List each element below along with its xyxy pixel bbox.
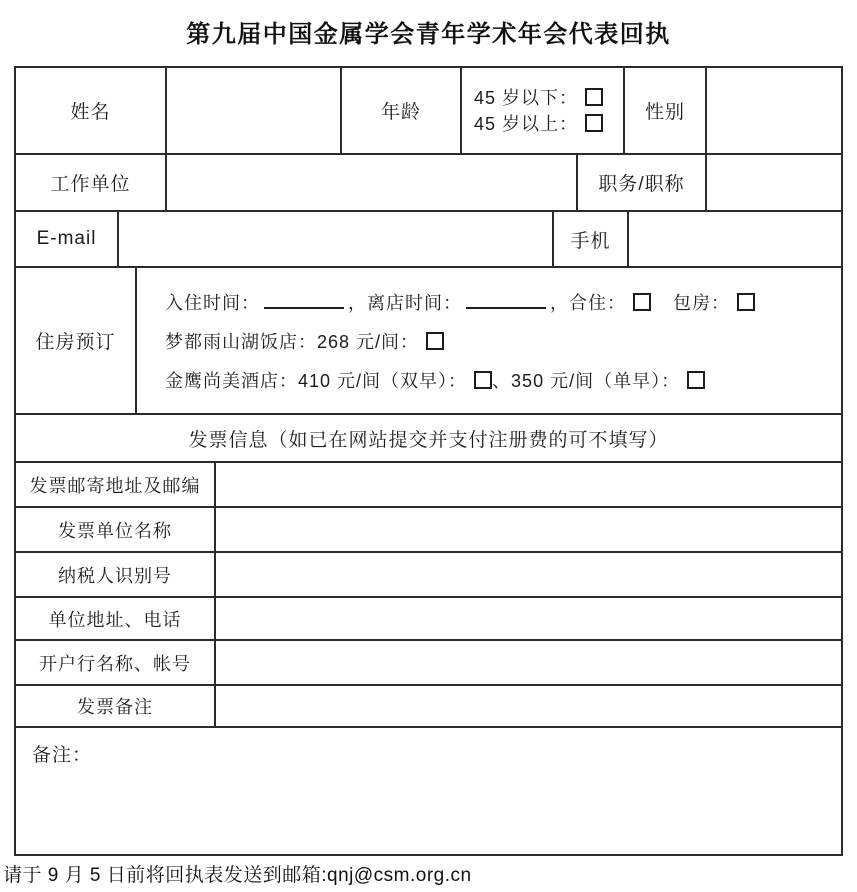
age-over-45-option (474, 111, 603, 137)
hotel2-option1-label: 金鹰尚美酒店：410 元/间（双早）： (165, 370, 468, 391)
hotel1-checkbox[interactable] (426, 332, 444, 350)
remarks-label: 备注： (32, 745, 93, 766)
housing-label: 住房预订 (35, 332, 116, 353)
invoice-mailing-address-label: 发票邮寄地址及邮编 (29, 475, 201, 496)
hotel2-single-breakfast-checkbox[interactable] (687, 371, 705, 389)
bank-account-label-cell (16, 641, 216, 684)
taxpayer-id-label: 纳税人识别号 (58, 565, 172, 586)
footer-note: 请于 9 月 5 日前将回执表发送到邮箱:qnj@csm.org.cn (3, 865, 472, 886)
private-room-checkbox[interactable] (737, 293, 755, 311)
invoice-header-cell (16, 415, 841, 461)
age-label: 年龄 (380, 102, 421, 123)
row-invoice-unit-name (16, 508, 841, 553)
checkout-label: ，离店时间： (348, 292, 462, 313)
age-under-45-checkbox[interactable] (585, 88, 603, 106)
age-over-45-label: 45 岁以上： (474, 113, 579, 134)
invoice-remarks-label: 发票备注 (77, 697, 153, 717)
row-identity (16, 68, 841, 155)
taxpayer-id-label-cell (16, 553, 216, 596)
row-taxpayer-id (16, 553, 841, 598)
age-options-cell (462, 68, 625, 153)
checkin-date-field[interactable] (264, 293, 344, 309)
share-room-checkbox[interactable] (633, 293, 651, 311)
invoice-mailing-address-field[interactable] (216, 463, 841, 506)
age-label-cell (342, 68, 462, 153)
unit-address-phone-field[interactable] (216, 598, 841, 639)
email-label-cell (16, 212, 119, 266)
row-work-unit (16, 155, 841, 212)
work-unit-field[interactable] (167, 155, 578, 210)
page-title: 第九届中国金属学会青年学术年会代表回执 (186, 21, 671, 48)
invoice-remarks-field[interactable] (216, 686, 841, 726)
position-title-field[interactable] (707, 155, 841, 210)
invoice-unit-name-label: 发票单位名称 (58, 520, 172, 541)
housing-dates-line (165, 289, 755, 315)
invoice-unit-name-field[interactable] (216, 508, 841, 551)
row-invoice-remarks (16, 686, 841, 728)
hotel2-double-breakfast-checkbox[interactable] (474, 371, 492, 389)
email-label: E-mail (36, 228, 97, 249)
hotel2-line (165, 367, 705, 393)
hotel1-line (165, 328, 444, 354)
checkin-label: 入住时间： (165, 292, 260, 313)
gender-label: 性别 (644, 102, 685, 123)
taxpayer-id-field[interactable] (216, 553, 841, 596)
position-title-label-cell (578, 155, 707, 210)
invoice-header-text: 发票信息（如已在网站提交并支付注册费的可不填写） (188, 429, 669, 451)
mobile-label: 手机 (570, 230, 611, 252)
hotel2-option2-label: 、350 元/间（单早）： (492, 370, 681, 391)
name-field[interactable] (167, 68, 342, 153)
private-room-label: 包房： (673, 292, 730, 313)
row-contact (16, 212, 841, 268)
share-room-label: ，合住： (550, 292, 626, 313)
row-remarks (16, 728, 841, 854)
row-unit-address-phone (16, 598, 841, 641)
work-unit-label-cell (16, 155, 167, 210)
age-under-45-option (474, 85, 603, 111)
row-bank-account (16, 641, 841, 686)
bank-account-field[interactable] (216, 641, 841, 684)
invoice-unit-name-label-cell (16, 508, 216, 551)
name-label-cell (16, 68, 167, 153)
work-unit-label: 工作单位 (50, 174, 131, 195)
invoice-mailing-address-label-cell (16, 463, 216, 506)
age-under-45-label: 45 岁以下： (474, 87, 579, 108)
row-invoice-header (16, 415, 841, 463)
email-field[interactable] (119, 212, 554, 266)
hotel1-label: 梦都雨山湖饭店：268 元/间： (165, 331, 420, 352)
checkout-date-field[interactable] (466, 293, 546, 309)
mobile-field[interactable] (629, 212, 841, 266)
position-title-label: 职务/职称 (598, 174, 685, 195)
mobile-label-cell (554, 212, 629, 266)
name-label: 姓名 (70, 102, 111, 123)
invoice-remarks-label-cell (16, 686, 216, 726)
housing-label-cell (16, 268, 137, 413)
age-over-45-checkbox[interactable] (585, 114, 603, 132)
unit-address-phone-label: 单位地址、电话 (48, 609, 182, 630)
bank-account-label: 开户行名称、帐号 (39, 653, 191, 674)
gender-field[interactable] (707, 68, 841, 153)
gender-label-cell (625, 68, 707, 153)
registration-form-table (14, 66, 843, 856)
unit-address-phone-label-cell (16, 598, 216, 639)
housing-options-cell (137, 268, 841, 413)
row-housing (16, 268, 841, 415)
row-invoice-mailing-address (16, 463, 841, 508)
remarks-field[interactable] (16, 728, 841, 854)
